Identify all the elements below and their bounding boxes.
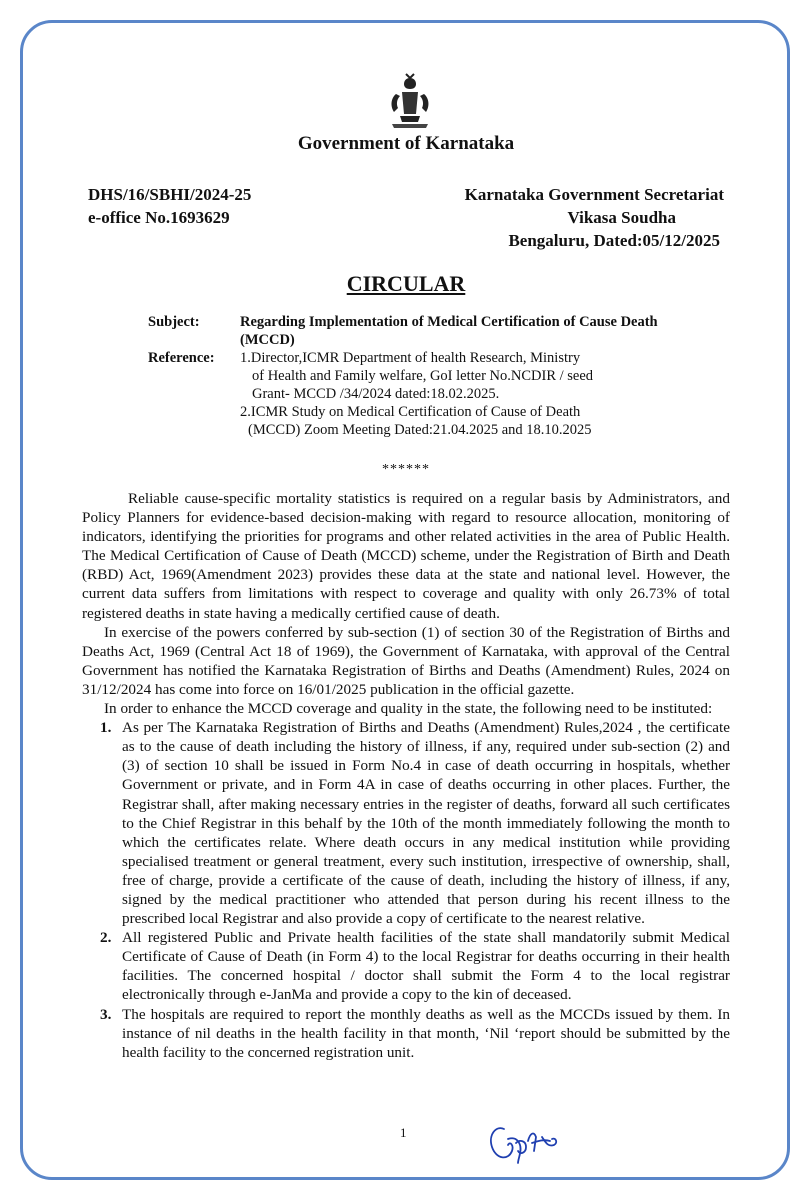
list-item-number: 2. bbox=[100, 929, 112, 947]
list-item-text: The hospitals are required to report the monthly deaths as well as the MCCDs issued by them. In instance of nil deaths in the health facility in that month, ‘Nil ‘report should be submitted by the health facility to the concerned registration unit. bbox=[122, 1005, 730, 1061]
file-number: DHS/16/SBHI/2024-25 bbox=[88, 185, 252, 204]
subject-reference-block bbox=[148, 313, 708, 439]
page-number: 1 bbox=[400, 1125, 407, 1140]
reference-item-2-line-2: (MCCD) Zoom Meeting Dated:21.04.2025 and 18.10.2025 bbox=[248, 422, 592, 438]
subject-row bbox=[148, 313, 708, 349]
office-building: Vikasa Soudha bbox=[567, 208, 676, 227]
circular-body bbox=[82, 489, 730, 1062]
state-emblem-icon bbox=[386, 72, 434, 132]
government-title: Government of Karnataka bbox=[297, 133, 515, 154]
reference-row bbox=[148, 349, 708, 439]
separator: ****** bbox=[382, 462, 430, 477]
issue-date: Bengaluru, Dated:05/12/2025 bbox=[508, 231, 720, 250]
list-item-number: 1. bbox=[100, 719, 112, 737]
office-name: Karnataka Government Secretariat bbox=[464, 185, 724, 204]
instruction-list bbox=[82, 718, 730, 1062]
issuing-office bbox=[465, 183, 724, 252]
document-title: CIRCULAR bbox=[346, 271, 466, 296]
reference-label: Reference: bbox=[148, 350, 215, 366]
reference-list bbox=[240, 349, 593, 439]
list-item bbox=[82, 928, 730, 1004]
reference-item-2-line-1: 2.ICMR Study on Medical Certification of Cause of Death bbox=[240, 404, 581, 420]
list-item bbox=[82, 718, 730, 928]
subject-text: Regarding Implementation of Medical Certification of Cause Death (MCCD) bbox=[240, 314, 658, 348]
paragraph-3: In order to enhance the MCCD coverage and quality in the state, the following need to be instituted: bbox=[104, 700, 713, 718]
reference-item-1-line-3: Grant- MCCD /34/2024 dated:18.02.2025. bbox=[252, 386, 500, 402]
subject-label: Subject: bbox=[148, 314, 200, 330]
file-reference bbox=[88, 183, 251, 229]
reference-item-1-line-1: 1.Director,ICMR Department of health Research, Ministry bbox=[240, 350, 581, 366]
paragraph-2: In exercise of the powers conferred by sub-section (1) of section 30 of the Registration of Births and Deaths Act, 1969 (Central Act 18 of 1969), the Government of Karnataka, with approval of the Central Government has notified the Karnataka Registration of Births and Deaths (Amendment) Rules, 2024 on 31/12/2024 has come into force on 16/01/2025 publication in the official gazette. bbox=[82, 623, 730, 698]
list-item-text: As per The Karnataka Registration of Births and Deaths (Amendment) Rules,2024 , the certificate as to the cause of death including the history of illness, if any, required under sub-section (2) and (3) of section 10 shall be issued in Form No.4 in case of death occurring in hospitals, whether Government or private, and in Form 4A in case of deaths occurring in other places. Further, the Registrar shall, after making necessary entries in the register of deaths, forward all such certificates to the Chief Registrar in this behalf by the 10th of the month immediately following the month to which the certificates relate. Where death occurs in any medical institution while providing specialised treatment or general treatment, every such institution, irrespective of ownership, shall, free of charge, provide a certificate of the cause of death, including the history of illness, if any, signed by the medical practitioner who attended that person during his recent illness to the prescribed local Registrar and also provide a copy of certificate to the nearest relative. bbox=[122, 719, 730, 928]
paragraph-1: Reliable cause-specific mortality statistics is required on a regular basis by Administrators, and Policy Planners for evidence-based decision-making with regard to resource allocation, monitoring of indicators, identifying the priorities for programs and other related activities in the area of Public Health. The Medical Certification of Cause of Death (MCCD) scheme, under the Registration of Birth and Death (RBD) Act, 1969(Amendment 2023) provides these data at the state and national level. However, the current data suffers from limitations with respect to coverage and quality with only 26.73% of total registered deaths in state having a medically certified cause of death. bbox=[82, 490, 730, 622]
eoffice-number: e-office No.1693629 bbox=[88, 208, 230, 227]
list-item-number: 3. bbox=[100, 1005, 112, 1023]
list-item-text: All registered Public and Private health facilities of the state shall mandatorily submit Medical Certificate of Cause of Death (in Form 4) to the local Registrar for deaths occurring in their health facilities. The concerned hospital / doctor shall submit the Form 4 to the local registrar electronically through e-JanMa and provide a copy to the kin of deceased. bbox=[122, 929, 730, 1004]
signature-icon bbox=[486, 1121, 566, 1167]
list-item bbox=[82, 1005, 730, 1062]
reference-item-1-line-2: of Health and Family welfare, GoI letter No.NCDIR / seed bbox=[252, 368, 594, 384]
